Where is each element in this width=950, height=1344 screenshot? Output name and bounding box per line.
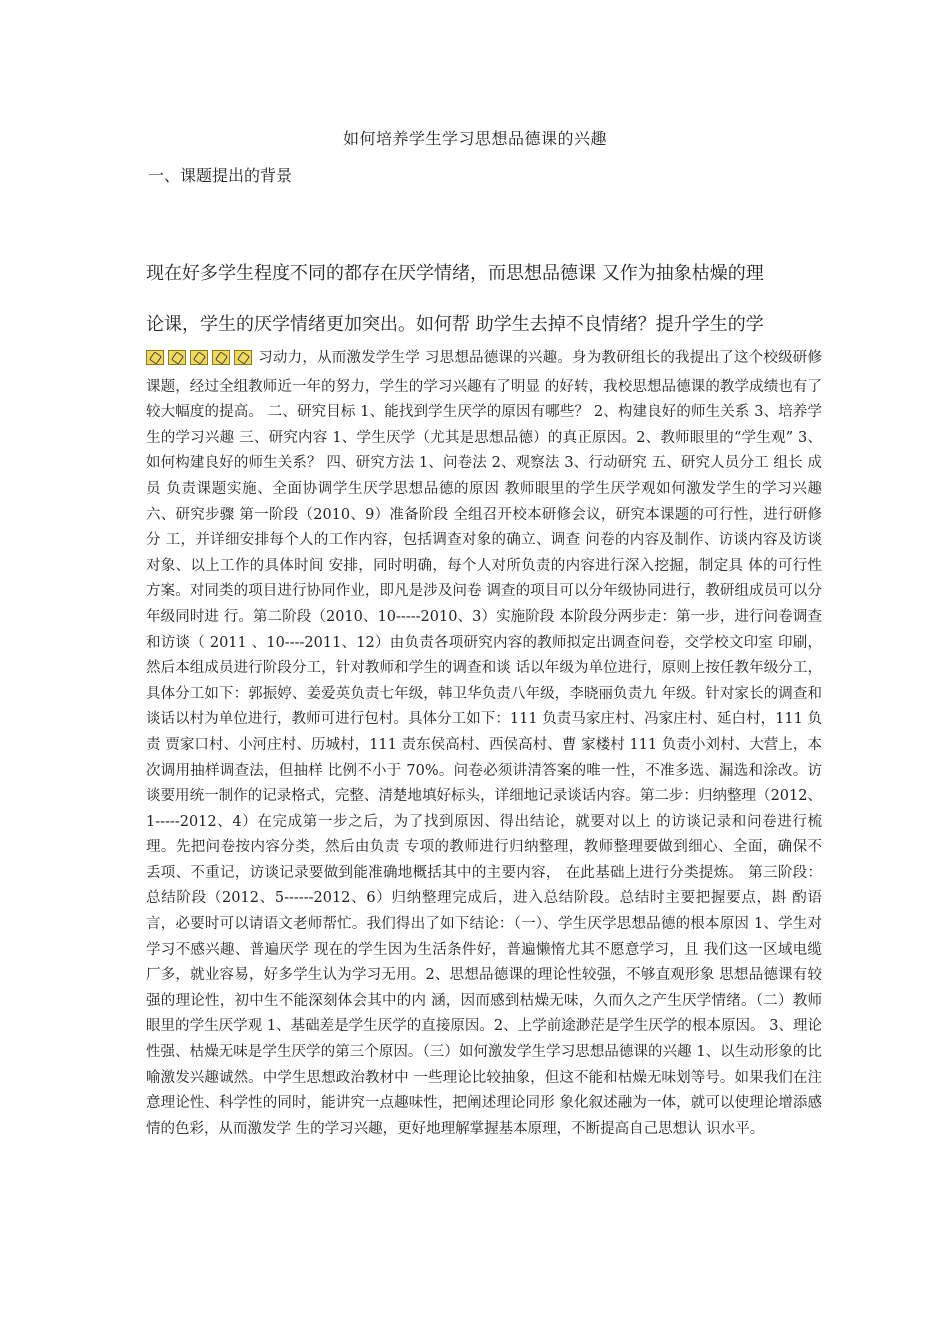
broken-glyph-icon bbox=[190, 350, 208, 365]
broken-glyph-icon bbox=[168, 350, 186, 365]
section-heading: 一、课题提出的背景 bbox=[148, 166, 293, 185]
body-paragraph bbox=[146, 346, 822, 1142]
lead-paragraph-line-1: 现在好多学生程度不同的都存在厌学情绪，而思想品德课 又作为抽象枯燥的理 bbox=[146, 263, 764, 284]
broken-glyph-icon bbox=[146, 350, 164, 365]
broken-glyph-icon bbox=[234, 350, 252, 365]
lead-paragraph-line-2: 论课，学生的厌学情绪更加突出。如何帮 助学生去掉不良情绪？提升学生的学 bbox=[146, 314, 764, 335]
broken-glyph-icons bbox=[146, 349, 256, 375]
body-text: 习动力，从而激发学生学 习思想品德课的兴趣。身为教研组长的我提出了这个校级研修 课题，经过全组教师近一年的努力，学生的学习兴趣有了明显 的好转，我校思想品德课的教学成绩也有了较大幅度的提高。 二、研究目标 1、能找到学生厌学的原因有哪些？ 2、构建良好的师生关系 3、培养学生的学习兴趣 三、研究内容 1、学生厌学（尤其是思想品德）的真正原因。2、教师眼里的“学生观” 3、如何构建良好的师生关系？ 四、研究方法 1、问卷法 2、观察法 3、行动研究 五、研究人员分工 组长 成员 负责课题实施、全面协调学生厌学思想品德的原因 教师眼里的学生厌学观如何激发学生的学习兴趣 六、研究步骤 第一阶段（2010、9）准备阶段 全组召开校本研修会议，研究本课题的可行性，进行研修分 工，并详细安排每个人的工作内容，包括调查对象的确立、调查 问卷的内容及制作、访谈内容及访谈对象、以上工作的具体时间 安排，同时明确，每个人对所负责的内容进行深入挖掘，制定具 体的可行性方案。对同类的项目进行协同作业，即凡是涉及问卷 调查的项目可以分年级协同进行，教研组成员可以分年级同时进 行。第二阶段（2010、10-----2010、3）实施阶段 本阶段分两步走：第一步，进行问卷调查和访谈（ 2011 、10----2011、12）由负责各项研究内容的教师拟定出调查问卷，交学校文印室 印刷，然后本组成员进行阶段分工，针对教师和学生的调查和谈 话以年级为单位进行，原则上按任教年级分工，具体分工如下：郭振婷、姜爱英负责七年级，韩卫华负责八年级，李晓丽负责九 年级。针对家长的调查和谈话以村为单位进行，教师可进行包村。具体分工如下：111 负责马家庄村、冯家庄村、延白村，111 负责 贾家口村、小河庄村、历城村，111 责东侯高村、西侯高村、曹 家楼村 111 负责小刘村、大营上，本次调用抽样调查法，但抽样 比例不小于 70%。问卷必须讲清答案的唯一性，不准多选、漏选和涂改。访谈要用统一制作的记录格式，完整、清楚地填好标头，详细地记录谈话内容。第二步：归纳整理（2012、1-----2012、4）在完成第一步之后，为了找到原因、得出结论，就要对以上 的访谈记录和问卷进行梳理。先把问卷按内容分类，然后由负责 专项的教师进行归纳整理，教师整理要做到细心、全面，确保不 丢项、不重记，访谈记录要做到能准确地概括其中的主要内容， 在此基础上进行分类提炼。 第三阶段：总结阶段（2012、5------2012、6）归纳整理完成后，进入总结阶段。总结时主要把握要点，斟 酌语言，必要时可以请语文老师帮忙。我们得出了如下结论：（一）、学生厌学思想品德的根本原因 1、学生对学习不感兴趣、普遍厌学 现在的学生因为生活条件好，普遍懒惰尤其不愿意学习，且 我们这一区域电缆厂多，就业容易，好多学生认为学习无用。2、思想品德课的理论性较强，不够直观形象 思想品德课有较强的理论性，初中生不能深刻体会其中的内 涵，因而感到枯燥无味，久而久之产生厌学情绪。（二）教师眼里的学生厌学观 1、基础差是学生厌学的直接原因。2、上学前途渺茫是学生厌学的根本原因。 3、理论性强、枯燥无味是学生厌学的第三个原因。（三）如何激发学生学习思想品德课的兴趣 1、以生动形象的比喻激发兴趣诚然。中学生思想政治教材中 一些理论比较抽象，但这不能和枯燥无味划等号。如果我们在注 意理论性、科学性的同时，能讲究一点趣味性，把阐述理论同形 象化叙述融为一体，就可以使理论增添感情的色彩，从而激发学 生的学习兴趣，更好地理解掌握基本原理，不断提高自己思想认 识水平。 bbox=[146, 350, 822, 1137]
broken-glyph-icon bbox=[212, 350, 230, 365]
document-title: 如何培养学生学习思想品德课的兴趣 bbox=[342, 129, 607, 148]
